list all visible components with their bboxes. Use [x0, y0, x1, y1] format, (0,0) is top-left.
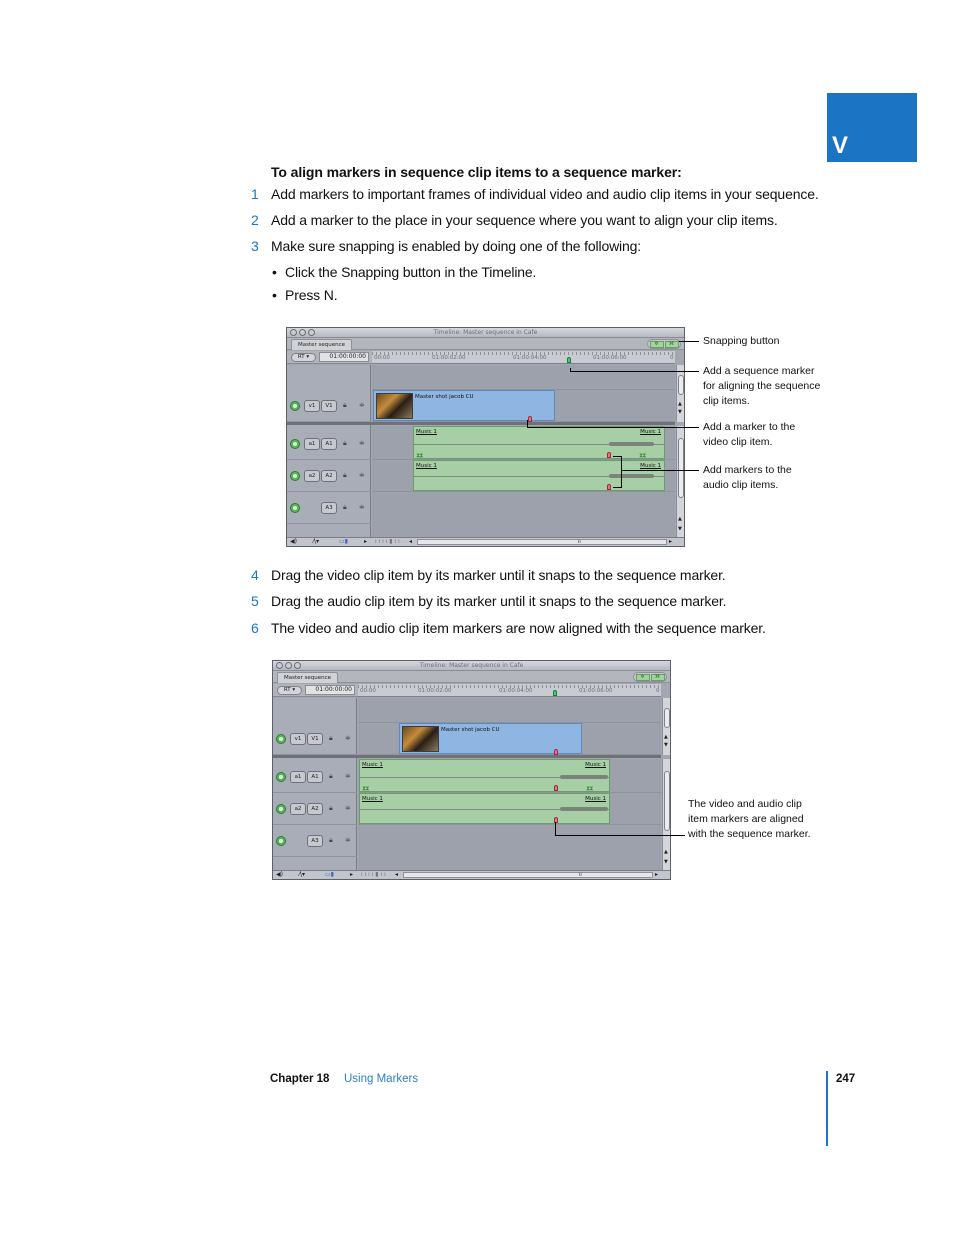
empty-track-area	[372, 365, 675, 390]
source-patch-v1[interactable]: v1	[290, 733, 306, 745]
callout-video-marker: Add a marker to the video clip item.	[703, 421, 796, 448]
track-lane-a2	[372, 460, 675, 492]
ruler-tick: 00:00	[360, 688, 376, 694]
callout-leader	[621, 456, 622, 488]
timeline-window-before	[286, 327, 685, 547]
step-5	[251, 593, 726, 609]
clip-name: Music 1	[640, 463, 661, 469]
bullet-item	[272, 264, 536, 280]
sequence-marker[interactable]	[567, 357, 571, 363]
source-patch-a2[interactable]: a2	[290, 803, 306, 815]
lock-icon[interactable]: 🔒︎	[329, 836, 333, 844]
ruler-tick: 01:00:06:00	[579, 688, 613, 694]
step-3	[251, 238, 641, 254]
audio-clip-marker[interactable]	[607, 452, 611, 458]
clip-overlays-icon[interactable]: ⁄\▾	[299, 871, 306, 878]
chapter-tab-letter: V	[832, 132, 849, 159]
audio-clip-marker[interactable]	[554, 785, 558, 791]
zoom-slider[interactable]: ı ı ı ı ▮ ı ı	[375, 538, 400, 545]
scroll-left-arrow[interactable]: ◂	[395, 871, 399, 878]
source-patch-a2[interactable]: a2	[304, 470, 320, 482]
scroll-right-arrow[interactable]: ▸	[364, 538, 368, 545]
auto-select-icon[interactable]: ≑	[359, 439, 365, 447]
audio-waveform-peak	[560, 775, 608, 779]
scroll-grip[interactable]: ıı	[579, 872, 582, 878]
auto-select-icon[interactable]: ≑	[359, 401, 365, 409]
window-title: Timeline: Master sequence in Cafe	[433, 329, 538, 336]
lock-icon[interactable]: 🔒︎	[329, 734, 333, 742]
callout-leader	[555, 822, 556, 836]
callout-leader	[613, 487, 621, 488]
horizontal-scrollbar[interactable]	[417, 539, 667, 545]
clip-overlays-icon[interactable]: ⁄\▾	[313, 538, 320, 545]
video-clip[interactable]	[373, 390, 555, 421]
track-header-a1	[287, 428, 371, 460]
step-6	[251, 620, 766, 636]
dest-patch-v1[interactable]: V1	[321, 400, 337, 412]
timeline-controls	[273, 684, 358, 697]
step-text: Drag the audio clip item by its marker until it snaps to the sequence marker.	[271, 593, 727, 609]
audio-clip-a1[interactable]	[359, 759, 610, 792]
track-lane-a3	[372, 492, 675, 539]
footer-chapter-title[interactable]: Using Markers	[344, 1073, 419, 1085]
scroll-down-arrow[interactable]: ▼	[678, 409, 682, 415]
timeline-bottom-bar	[287, 537, 684, 546]
clip-name: Music 1	[585, 796, 606, 802]
video-tracks-scrollbar[interactable]	[662, 698, 671, 755]
audio-clip-a1[interactable]	[413, 426, 665, 459]
zoom-slider[interactable]: ı ı ı ı ▮ ı ı	[361, 871, 386, 878]
ruler-tick: 0	[656, 688, 660, 694]
clip-name: Music 1	[416, 429, 437, 435]
track-visibility-toggle[interactable]	[276, 734, 286, 744]
ruler-tick: 00:00	[374, 355, 390, 361]
track-header-a2	[273, 793, 357, 825]
snapping-button[interactable]: ✲	[636, 674, 650, 681]
bullet-dot: •	[272, 287, 277, 303]
scroll-down-arrow[interactable]: ▼	[664, 742, 668, 748]
step-number: 1	[251, 186, 259, 202]
crossfade-icon: ⧗⧗	[639, 452, 646, 459]
crossfade-icon: ⧗⧗	[416, 452, 423, 459]
callout-leader	[570, 371, 699, 372]
step-2	[251, 212, 778, 228]
horizontal-scrollbar[interactable]	[403, 872, 653, 878]
video-clip[interactable]	[399, 723, 582, 754]
timecode-field[interactable]: 01:00:00:00	[319, 352, 369, 362]
audio-enable-toggle[interactable]	[290, 439, 300, 449]
track-height-control[interactable]: ▭▮	[339, 538, 348, 545]
audio-tracks-scrollbar[interactable]	[662, 759, 671, 872]
ruler-tick: 0	[670, 355, 674, 361]
crossfade-icon: ⧗⧗	[362, 785, 369, 792]
clip-name: Master shot jacob CU	[441, 727, 500, 733]
step-text: Make sure snapping is enabled by doing one of the following:	[271, 238, 642, 254]
clip-name: Music 1	[416, 463, 437, 469]
clip-name: Music 1	[362, 796, 383, 802]
crossfade-icon: ⧗⧗	[586, 785, 593, 792]
step-number: 6	[251, 620, 259, 636]
callout-leader	[621, 470, 699, 471]
dest-patch-a1[interactable]: A1	[307, 771, 323, 783]
scroll-thumb[interactable]	[664, 771, 670, 831]
scroll-up-arrow[interactable]: ▲	[678, 516, 682, 522]
audio-waveform-peak	[609, 474, 654, 478]
audio-enable-toggle[interactable]	[276, 836, 286, 846]
clip-name: Music 1	[640, 429, 661, 435]
sequence-marker[interactable]	[553, 690, 557, 696]
audio-waveform-peak	[609, 442, 654, 446]
scroll-left-arrow[interactable]: ◂	[409, 538, 413, 545]
rt-menu[interactable]: RT ▾	[277, 686, 302, 695]
audio-clip-marker[interactable]	[607, 484, 611, 490]
track-header-a3	[287, 492, 371, 524]
scroll-thumb[interactable]	[678, 438, 684, 498]
chapter-tab	[827, 93, 917, 162]
auto-select-icon[interactable]: ≑	[359, 471, 365, 479]
ruler-tick: 01:00:04:00	[513, 355, 547, 361]
ruler-tick: 01:00:04:00	[499, 688, 533, 694]
tab-master-sequence[interactable]: Master sequence	[291, 339, 352, 350]
track-lane-v1	[358, 723, 661, 755]
snapping-button-group	[633, 672, 667, 682]
tab-master-sequence[interactable]: Master sequence	[277, 672, 338, 683]
scroll-right-arrow[interactable]: ▸	[350, 871, 354, 878]
callout-leader	[679, 341, 699, 342]
scroll-up-arrow[interactable]: ▲	[664, 849, 668, 855]
scroll-grip[interactable]: ıı	[578, 539, 581, 545]
dest-patch-v1[interactable]: V1	[307, 733, 323, 745]
audio-enable-toggle[interactable]	[276, 804, 286, 814]
timecode-field[interactable]: 01:00:00:00	[305, 685, 355, 695]
empty-track-area	[358, 698, 661, 723]
snapping-button[interactable]: ✲	[650, 341, 664, 348]
callout-leader	[555, 835, 685, 836]
track-header-a3	[273, 825, 357, 857]
source-patch-a1[interactable]: a1	[304, 438, 320, 450]
step-text: Add markers to important frames of individual video and audio clip items in your sequence.	[271, 186, 819, 202]
scroll-thumb[interactable]	[678, 375, 684, 395]
auto-select-icon[interactable]: ≑	[359, 503, 365, 511]
audio-enable-toggle[interactable]	[290, 471, 300, 481]
scroll-up-arrow[interactable]: ▲	[678, 401, 682, 407]
bullet-dot: •	[272, 264, 277, 280]
audio-clip-a2[interactable]	[359, 793, 610, 824]
tab-row	[273, 671, 670, 683]
dest-patch-a1[interactable]: A1	[321, 438, 337, 450]
track-lane-a3	[358, 825, 661, 872]
lock-icon[interactable]: 🔒︎	[343, 439, 347, 447]
scroll-right-arrow[interactable]: ▸	[669, 538, 673, 545]
step-4	[251, 567, 726, 583]
step-number: 4	[251, 567, 259, 583]
dest-patch-a2[interactable]: A2	[307, 803, 323, 815]
timeline-controls	[287, 351, 372, 364]
video-audio-divider[interactable]	[273, 755, 661, 758]
audio-enable-toggle[interactable]	[276, 772, 286, 782]
ruler-tick: 01:00:06:00	[593, 355, 627, 361]
procedure-title: To align markers in sequence clip items to a sequence marker:	[271, 164, 682, 180]
step-text: Drag the video clip item by its marker until it snaps to the sequence marker.	[271, 567, 726, 583]
dest-patch-a3[interactable]: A3	[321, 502, 337, 514]
lock-icon[interactable]: 🔒︎	[343, 401, 347, 409]
time-ruler[interactable]	[372, 351, 675, 364]
auto-select-icon[interactable]: ≑	[345, 836, 351, 844]
clip-name: Master shot jacob CU	[415, 394, 474, 400]
lock-icon[interactable]: 🔒︎	[343, 503, 347, 511]
audio-tracks-scrollbar[interactable]	[676, 426, 685, 539]
linking-button[interactable]: ⌘	[665, 341, 679, 348]
title-bar	[287, 328, 684, 338]
auto-select-icon[interactable]: ≑	[345, 772, 351, 780]
track-height-control[interactable]: ▭▮	[325, 871, 334, 878]
source-patch-v1[interactable]: v1	[304, 400, 320, 412]
video-tracks-scrollbar[interactable]	[676, 365, 685, 422]
scroll-down-arrow[interactable]: ▼	[664, 859, 668, 865]
clip-thumbnail	[376, 393, 413, 419]
title-bar	[273, 661, 670, 671]
callout-snapping-button: Snapping button	[703, 335, 780, 347]
ruler-tick: 01:00:02:00	[418, 688, 452, 694]
bullet-text: Click the Snapping button in the Timeline.	[285, 264, 537, 280]
window-title: Timeline: Master sequence in Cafe	[419, 662, 524, 669]
track-header-v1	[287, 390, 371, 422]
clip-name: Music 1	[362, 762, 383, 768]
rt-menu[interactable]: RT ▾	[291, 353, 316, 362]
bullet-item	[272, 287, 337, 303]
audio-clip-a2[interactable]	[413, 460, 665, 491]
video-audio-divider[interactable]	[287, 422, 675, 425]
audio-enable-toggle[interactable]	[290, 503, 300, 513]
callout-aligned-markers: The video and audio clip item markers are aligned with the sequence marker.	[688, 798, 811, 840]
track-header-a2	[287, 460, 371, 492]
audio-controls-icon[interactable]: ◀)	[276, 871, 283, 878]
callout-leader	[527, 427, 699, 428]
time-ruler[interactable]	[358, 684, 661, 697]
timeline-window-after	[272, 660, 671, 880]
clip-name: Music 1	[585, 762, 606, 768]
scroll-thumb[interactable]	[664, 708, 670, 728]
callout-audio-markers: Add markers to the audio clip items.	[703, 464, 792, 491]
track-header-a1	[273, 761, 357, 793]
track-lane-a1	[372, 426, 675, 460]
scroll-right-arrow[interactable]: ▸	[655, 871, 659, 878]
scroll-up-arrow[interactable]: ▲	[664, 734, 668, 740]
track-lane-a2	[358, 793, 661, 825]
track-lane-a1	[358, 759, 661, 793]
page-number: 247	[836, 1073, 856, 1085]
track-header-v1	[273, 723, 357, 755]
auto-select-icon[interactable]: ≑	[345, 734, 351, 742]
audio-controls-icon[interactable]: ◀)	[290, 538, 297, 545]
step-1	[251, 186, 819, 202]
step-number: 5	[251, 593, 259, 609]
callout-leader	[613, 456, 621, 457]
dest-patch-a2[interactable]: A2	[321, 470, 337, 482]
source-patch-a1[interactable]: a1	[290, 771, 306, 783]
tab-row	[287, 338, 684, 350]
step-text: Add a marker to the place in your sequence where you want to align your clip items.	[271, 212, 778, 228]
lock-icon[interactable]: 🔒︎	[329, 804, 333, 812]
scroll-down-arrow[interactable]: ▼	[678, 526, 682, 532]
audio-waveform-peak	[560, 807, 608, 811]
track-lane-v1	[372, 390, 675, 422]
ruler-tick: 01:00:02:00	[432, 355, 466, 361]
callout-sequence-marker: Add a sequence marker for aligning the sequence clip items.	[703, 365, 821, 407]
footer-divider	[826, 1071, 828, 1146]
dest-patch-a3[interactable]: A3	[307, 835, 323, 847]
bullet-text: Press N.	[285, 287, 338, 303]
step-number: 3	[251, 238, 259, 254]
auto-select-icon[interactable]: ≑	[345, 804, 351, 812]
linking-button[interactable]: ⌘	[651, 674, 665, 681]
step-number: 2	[251, 212, 259, 228]
lock-icon[interactable]: 🔒︎	[343, 471, 347, 479]
footer-chapter: Chapter 18	[270, 1073, 330, 1085]
clip-thumbnail	[402, 726, 439, 752]
track-visibility-toggle[interactable]	[290, 401, 300, 411]
step-text: The video and audio clip item markers are now aligned with the sequence marker.	[271, 620, 766, 636]
timeline-bottom-bar	[273, 870, 670, 879]
lock-icon[interactable]: 🔒︎	[329, 772, 333, 780]
snapping-button-group	[647, 339, 681, 349]
